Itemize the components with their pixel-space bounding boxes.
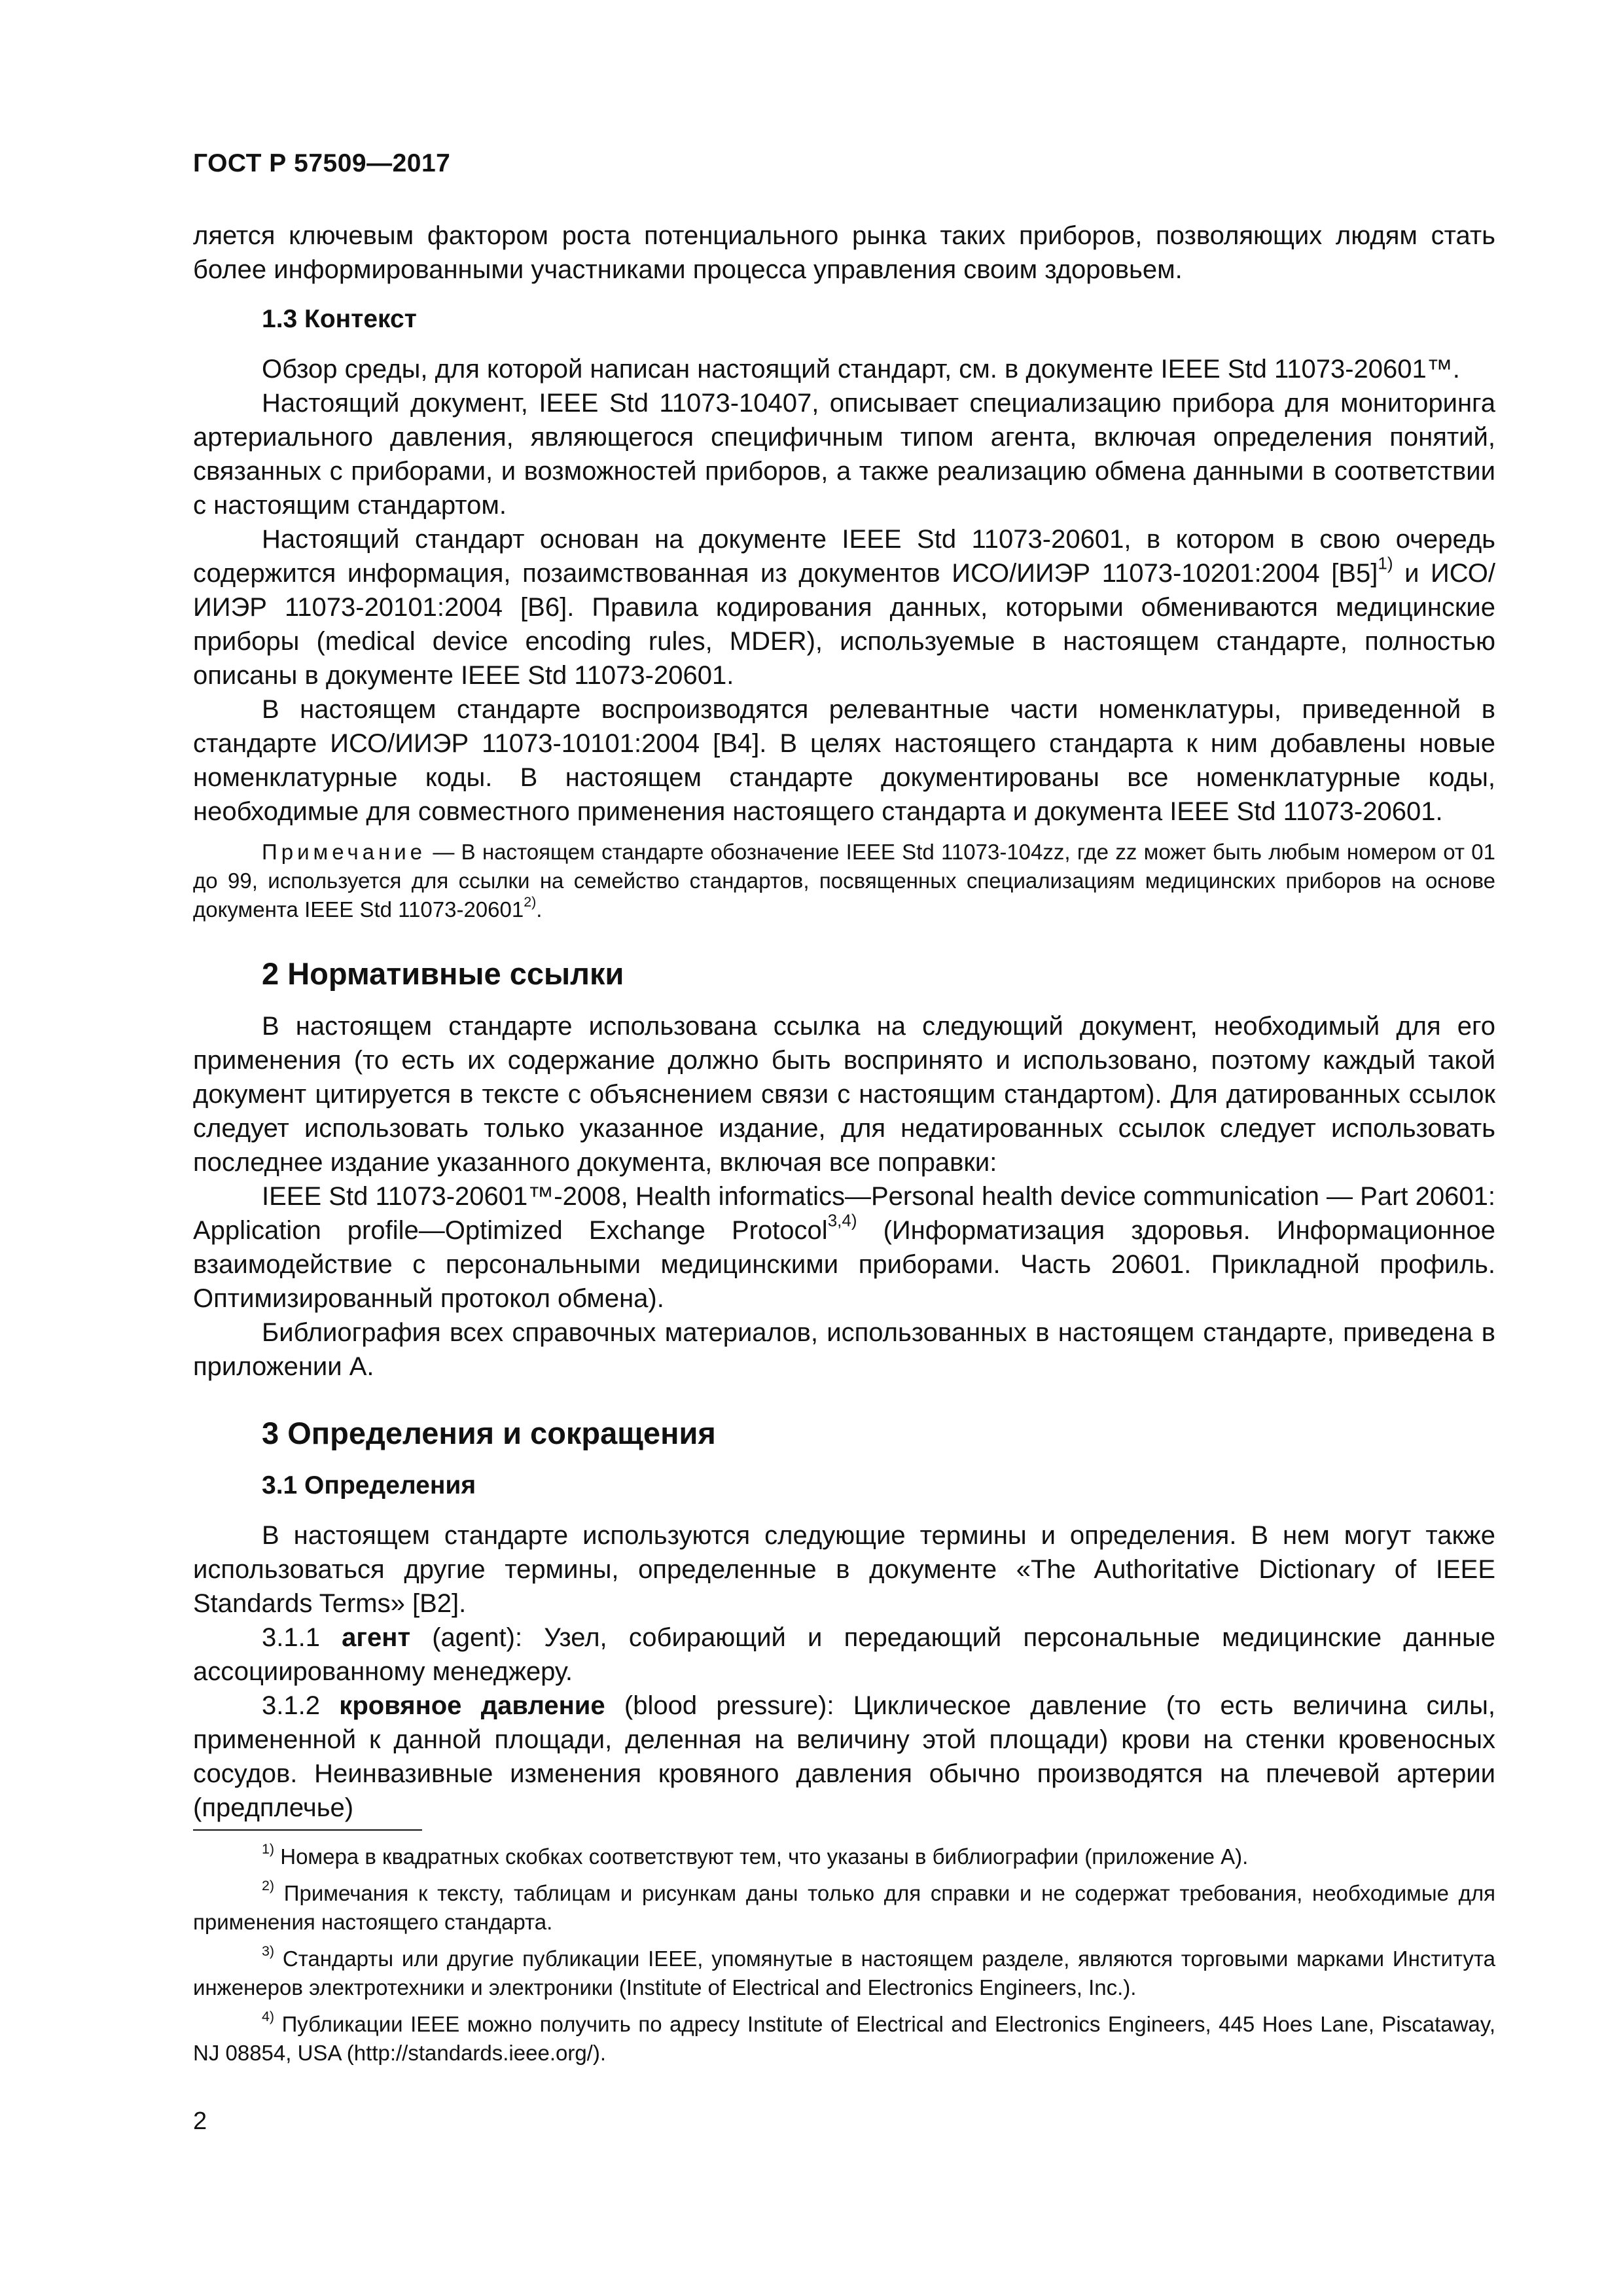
- term-3-1-1-term: агент: [342, 1623, 411, 1652]
- page-body: [193, 219, 1495, 1825]
- footnote-ref-3-4: 3,4): [827, 1210, 857, 1230]
- intro-continuation-paragraph: ляется ключевым фактором роста потенциального рынка таких приборов, позволяющих людям стать более информированными участниками процесса управления своим здоровьем.: [193, 221, 1495, 284]
- sec-1-3-paragraph-3-part-b: и ИСО/ИИЭР 11073-20101:2004 [B6]. Правила кодирования данных, которыми обмениваются медицинские приборы (medical device encoding rules, MDER), используемые в настоящем стандарте, полностью описаны в документе IEEE Std 11073-20601.: [193, 559, 1495, 690]
- sec-2-paragraph-2-part-b: (Информатизация здоровья. Информационное взаимодействие с персональными медицинскими приборами. Часть 20601. Прикладной профиль. Оптимизированный протокол обмена).: [193, 1216, 1495, 1313]
- section-2-heading: 2 Нормативные ссылки: [262, 956, 624, 991]
- footnote-4: [193, 2010, 1495, 2068]
- page-number: 2: [193, 2108, 207, 2135]
- sec-1-3-paragraph-1: Обзор среды, для которой написан настоящий стандарт, см. в документе IEEE Std 11073-20601™.: [262, 355, 1460, 384]
- footnote-1-mark: 1): [262, 1840, 275, 1857]
- sec-1-3-paragraph-3: [193, 522, 1495, 692]
- sec-3-paragraph-1: В настоящем стандарте используются следующие термины и определения. В нем могут также использоваться другие термины, определенные в документе «The Authoritative Dictionary of IEEE Standards Terms» [B2].: [193, 1521, 1495, 1618]
- section-1-3-heading: 1.3 Контекст: [262, 305, 417, 333]
- sec-1-3-paragraph-4: В настоящем стандарте воспроизводятся релевантные части номенклатуры, приведенной в стандарте ИСО/ИИЭР 11073-10101:2004 [B4]. В целях настоящего стандарта к ним добавлены новые номенклатурные коды. В настоящем стандарте документированы все номенклатурные коды, необходимые для совместного применения настоящего стандарта и документа IEEE Std 11073-20601.: [193, 695, 1495, 826]
- note-end: .: [536, 897, 543, 922]
- footnote-2-mark: 2): [262, 1877, 275, 1893]
- sec-2-paragraph-2: [193, 1179, 1495, 1316]
- term-3-1-1-number: 3.1.1: [262, 1623, 342, 1652]
- sec-2-paragraph-3: Библиография всех справочных материалов, использованных в настоящем стандарте, приведена в приложении А.: [193, 1318, 1495, 1381]
- footnotes: [193, 1842, 1495, 2068]
- footnote-4-mark: 4): [262, 2008, 275, 2024]
- term-3-1-1-definition: (agent): Узел, собирающий и передающий персональные медицинские данные ассоциированному менеджеру.: [193, 1623, 1495, 1686]
- footnote-separator: [193, 1829, 422, 1831]
- sec-1-3-note: [193, 838, 1495, 924]
- sec-1-3-paragraph-2: Настоящий документ, IEEE Std 11073-10407, описывает специализацию прибора для мониторинга артериального давления, являющегося специфичным типом агента, включая определения понятий, связанных с приборами, и возможностей приборов, а также реализацию обмена данными в соответствии с настоящим стандартом.: [193, 389, 1495, 520]
- footnote-2-text: Примечания к тексту, таблицам и рисункам даны только для справки и не содержат требования, необходимые для применения настоящего стандарта.: [193, 1881, 1495, 1934]
- footnote-2: [193, 1879, 1495, 1937]
- document-header: ГОСТ Р 57509—2017: [193, 149, 451, 177]
- term-3-1-2-term: кровяное давление: [339, 1691, 605, 1720]
- footnote-3-text: Стандарты или другие публикации IEEE, упомянутые в настоящем разделе, являются торговыми марками Института инженеров электротехники и электроники (Institute of Electrical and Electronics Engineers, Inc.).: [193, 1946, 1495, 2000]
- sec-1-3-paragraph-3-part-a: Настоящий стандарт основан на документе IEEE Std 11073-20601, в котором в свою очередь содержится информация, позаимствованная из документов ИСО/ИИЭР 11073-10201:2004 [B5]: [193, 525, 1495, 588]
- footnote-1-text: Номера в квадратных скобках соответствуют тем, что указаны в библиографии (приложение А).: [274, 1844, 1249, 1869]
- section-3-1-heading: 3.1 Определения: [262, 1471, 476, 1499]
- footnote-1: [193, 1842, 1495, 1871]
- footnote-ref-1: 1): [1378, 553, 1393, 573]
- term-3-1-1: [193, 1621, 1495, 1689]
- footnote-ref-2: 2): [524, 893, 537, 910]
- note-text: — В настоящем стандарте обозначение IEEE Std 11073-104zz, где zz может быть любым номером от 01 до 99, используется для ссылки на семейство стандартов, посвященных специализациям медицинских приборов на основе документа IEEE Std 11073-20601: [193, 840, 1495, 922]
- term-3-1-2-number: 3.1.2: [262, 1691, 340, 1720]
- section-3-heading: 3 Определения и сокращения: [262, 1416, 716, 1450]
- sec-2-paragraph-2-part-a: IEEE Std 11073-20601™-2008, Health informatics—Personal health device communication — Part 20601: Application profile—Optimized Exchange Protocol: [193, 1182, 1495, 1245]
- sec-2-paragraph-1: В настоящем стандарте использована ссылка на следующий документ, необходимый для его применения (то есть их содержание должно быть воспринято и использовано, поэтому каждый такой документ цитируется в тексте с объяснением связи с настоящим стандартом). Для датированных ссылок следует использовать только указанное издание, для недатированных ссылок следует использовать последнее издание указанного документа, включая все поправки:: [193, 1012, 1495, 1177]
- term-3-1-2-definition: (blood pressure): Циклическое давление (то есть величина силы, примененной к данной площади, деленная на величину этой площади) крови на стенки кровеносных сосудов. Неинвазивные изменения кровяного давления обычно производятся на плечевой артерии (предплечье): [193, 1691, 1495, 1822]
- note-label: Примечание: [262, 840, 427, 864]
- footnote-3: [193, 1945, 1495, 2002]
- footnote-4-text: Публикации IEEE можно получить по адресу Institute of Electrical and Electronics Engineers, 445 Hoes Lane, Piscataway, NJ 08854, USA (http://standards.ieee.org/).: [193, 2012, 1495, 2065]
- footnote-3-mark: 3): [262, 1943, 275, 1959]
- term-3-1-2: [193, 1689, 1495, 1825]
